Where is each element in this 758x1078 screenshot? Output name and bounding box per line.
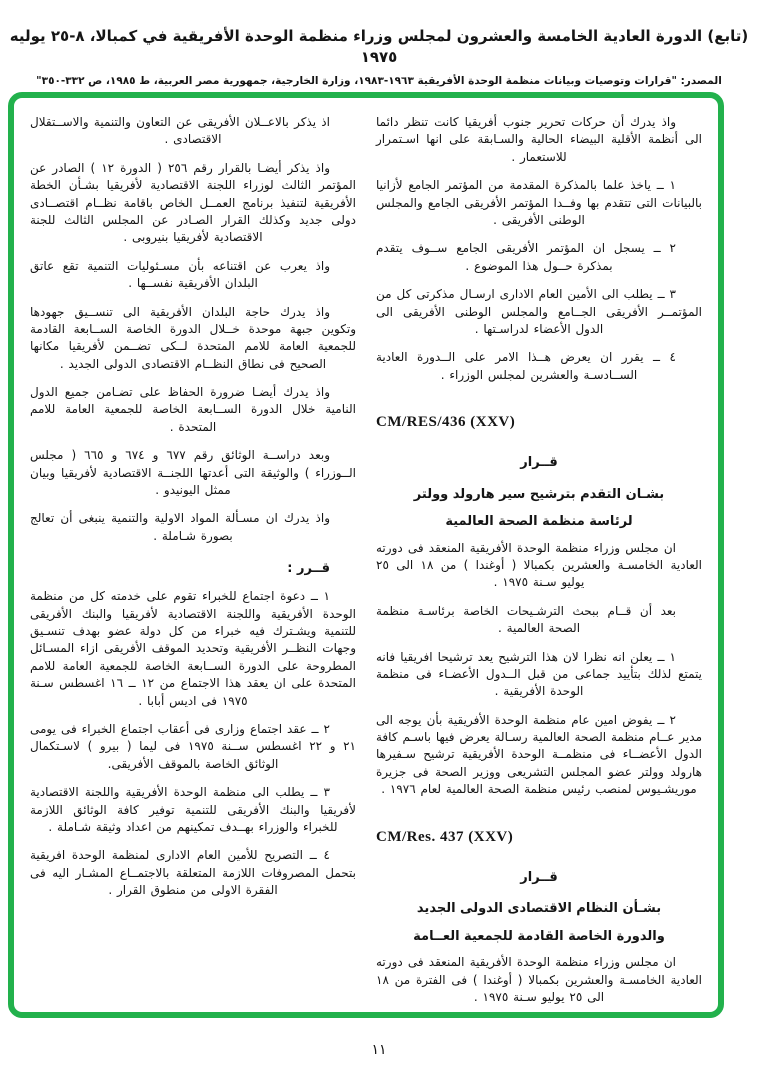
resolution-ref: CM/RES/436 (XXV) <box>376 414 516 431</box>
paragraph: ١ ــ ياخذ علما بالمذكرة المقدمة من المؤتمر الجامع لأزانيا بالبيانات التى تتقدم بها وفــدا المؤتمر الأفريقى الجامع والمجلس الوطنى الأفريقى . <box>376 178 702 227</box>
paragraph: واذ يدرك أيضـا ضرورة الحفاظ على تضـامن جميع الدول النامية خلال الدورة الســابعة الخاصة للجمعية العامة للامم المتحدة . <box>30 385 356 434</box>
resolution-heading: قــرار <box>520 455 558 471</box>
paragraph: واذ يدرك حاجة البلدان الأفريقية الى تنســيق جهودها وتكوين جبهة موحدة خــلال الدورة الخاصة الســابعة القادمة للجمعية العامة للامم المتحدة لــكى تضــمن لأفريقيا مكانها الصحيح فى نطاق النظــام الاقتصادى الدولى الجديد . <box>30 304 356 371</box>
page-number: ١١ <box>371 1042 387 1058</box>
paragraph: ١ ــ يعلن انه نظرا لان هذا الترشيح يعد ترشيحا افريقيا فانه يتمتع لذلك بتأييد جماعى من قبل الــدول الأعضـاء فى منظمة الوحدة الأفريقية . <box>376 649 702 699</box>
paragraph: ٣ ــ يطلب الى الأمين العام الادارى ارسـال مذكرتى كل من المؤتمــر الأفريقى الجــامع والمجلس الوطنى الأفريقى الى الدول الأعضاء لدراسـتها . <box>376 287 702 336</box>
page-footer <box>0 1042 758 1058</box>
paragraph: ان مجلس وزراء منظمة الوحدة الأفريقية المنعقد فى دورته العادية الخامسـة والعشرين بكمبالا ( أوغندا ) فى الفترة من ١٨ الى ٢٥ يوليو سـنة ١٩٧٥ . <box>376 955 702 1004</box>
paragraph: ٣ ــ يطلب الى منظمة الوحدة الأفريقية واللجنة الاقتصادية لأفريقيا والبنك الأفريقى للتنمية توفير كافة الوثائق اللازمة للخبراء والوزراء بهــدف تمكينهم من اعداد وثيقة شـاملة . <box>30 785 356 834</box>
decree-label: قــرر : <box>287 561 330 577</box>
resolution-heading: بشـان التقدم بترشيح سير هارولد وولتر <box>413 486 665 502</box>
header-source-line: المصدر: "قرارات وتوصيات وبيانات منظمة الوحدة الأفريقية ١٩٦٣-١٩٨٣، وزارة الخارجية، جمهورية مصر العربية، ط ١٩٨٥، ص ٣٣٢-٣٥٠" <box>36 75 722 87</box>
paragraph: ٢ ــ يفوض امين عام منظمة الوحدة الأفريقية بأن يوجه الى مدير عــام منظمة الصحة العالمية رسـالة يعرض فيها باسـم كافة الدول الأعضــاء فى منظمــة الوحدة الأفريقية ترشيح سـفيرها هارولد وولتر عضو المجلس التشريعى ووزير الصحة فى جزيرة موريشـيوس لمنصب رئيس منظمة الصحة العالمية لعام ١٩٧٦ . <box>376 712 702 797</box>
resolution-heading: بشـأن النظام الاقتصادى الدولى الجديد <box>416 901 662 917</box>
paragraph: واذ يدرك أن حركات تحرير جنوب أفريقيا كانت تنظر دائما الى أنظمة الأقلية البيضاء الحالية والسـابقة على انها اسـتمرار للاستعمار . <box>376 115 702 164</box>
left-column <box>30 114 356 1002</box>
resolution-ref: CM/Res. 437 (XXV) <box>376 828 514 845</box>
header-title: (تابع) الدورة العادية الخامسة والعشرون لمجلس وزراء منظمة الوحدة الأفريقية في كمبالا، ٨-٢٥ يوليه ١٩٧٥ <box>9 27 749 66</box>
paragraph: واذ يذكر أيضـا بالقرار رقم ٢٥٦ ( الدورة ١٢ ) الصادر عن المؤتمر الثالث لوزراء اللجنة الاقتصادية لأفريقيا بشـأن الخطة الأفريقية لتنفيذ برنامج العمــل الخاص باقامة نظــام اقتصــادى دولى جديد وكذلك القرار الصـادر عن المجلس الثالث للجنة الاقتصادية لأفريقيا بنيروبى . <box>30 160 356 245</box>
resolution-heading: قــرار <box>520 869 558 885</box>
right-column <box>376 114 702 1002</box>
paragraph: بعد أن قــام ببحث الترشـيحات الخاصة برئاسـة منظمة الصحة العالمية . <box>376 603 676 636</box>
page-header <box>0 26 758 89</box>
paragraph: ١ ــ دعوة اجتماع للخبراء تقوم على خدمته كل من منظمة الوحدة الأفريقية واللجنة الاقتصادية لأفريقيا والبنك الأفريقى للتنمية ويشـترك فيه خبراء من كل دولة عضو بهدف تنسـيق وجهات النظــر الأفريقية وتحديد الموقف الأفريقى ازاء المسـائل المطروحة على الدورة الســابعة الخاصة للجمعية العامة للامم المتحدة على ان يعقد هذا الاجتماع من ١٢ ــ ١٦ اغسطس سـنة ١٩٧٥ فى اديس أبابا . <box>30 589 356 708</box>
paragraph: واذ يعرب عن اقتناعه بأن مسـئوليات التنمية تقع عاتق البلدان الأفريقية نفســها . <box>30 258 330 291</box>
paragraph: ٤ ــ يقرر ان يعرض هــذا الامر على الــدورة العادية الســادسـة والعشرين لمجلس الوزراء . <box>376 350 676 382</box>
paragraph: وبعد دراســة الوثائق رقم ٦٧٧ و ٦٧٤ و ٦٦٥ ( مجلس الــوزراء ) والوثيقة التى أعدتها اللجنــة الاقتصادية لأفريقيا وبيان ممثل اليونيدو . <box>30 448 356 498</box>
paragraph: ٢ ــ عقد اجتماع وزارى فى أعقاب اجتماع الخبراء فى يومى ٢١ و ٢٢ اغسطس ســنة ١٩٧٥ فى ليما ( بيرو ) لاسـتكمال الوثائق الخاصة بالموقف الأفريقى. <box>30 721 356 771</box>
paragraph: اذ يذكر بالاعــلان الأفريقى عن التعاون والتنمية والاســتقلال الاقتصادى . <box>30 115 330 147</box>
paragraph: واذ يدرك ان مسـألة المواد الاولية والتنمية ينبغى أن تعالج بصورة شـاملة . <box>30 511 330 543</box>
resolution-heading: والدورة الخاصة القادمة للجمعية العــامة <box>413 928 665 944</box>
paragraph: ان مجلس وزراء منظمة الوحدة الأفريقية المنعقد فى دورته العادية الخامسـة والعشرين بكمبالا ( أوغندا ) من ١٨ الى ٢٥ يوليو سـنة ١٩٧٥ . <box>376 540 702 590</box>
paragraph: ٢ ــ يسجل ان المؤتمر الأفريقى الجامع ســوف يتقدم بمذكرة حــول هذا الموضوع . <box>376 241 676 273</box>
paragraph: ٤ ــ التصريح للأمين العام الادارى لمنظمة الوحدة افريقية بتحمل المصروفات اللازمة المتعلقة بالاجتمــاع المشـار اليه فى الفقرة الاولى من منطوق القرار . <box>30 848 356 898</box>
green-document-border <box>8 92 724 1018</box>
resolution-heading: لرئاسة منظمة الصحة العالمية <box>445 514 633 530</box>
